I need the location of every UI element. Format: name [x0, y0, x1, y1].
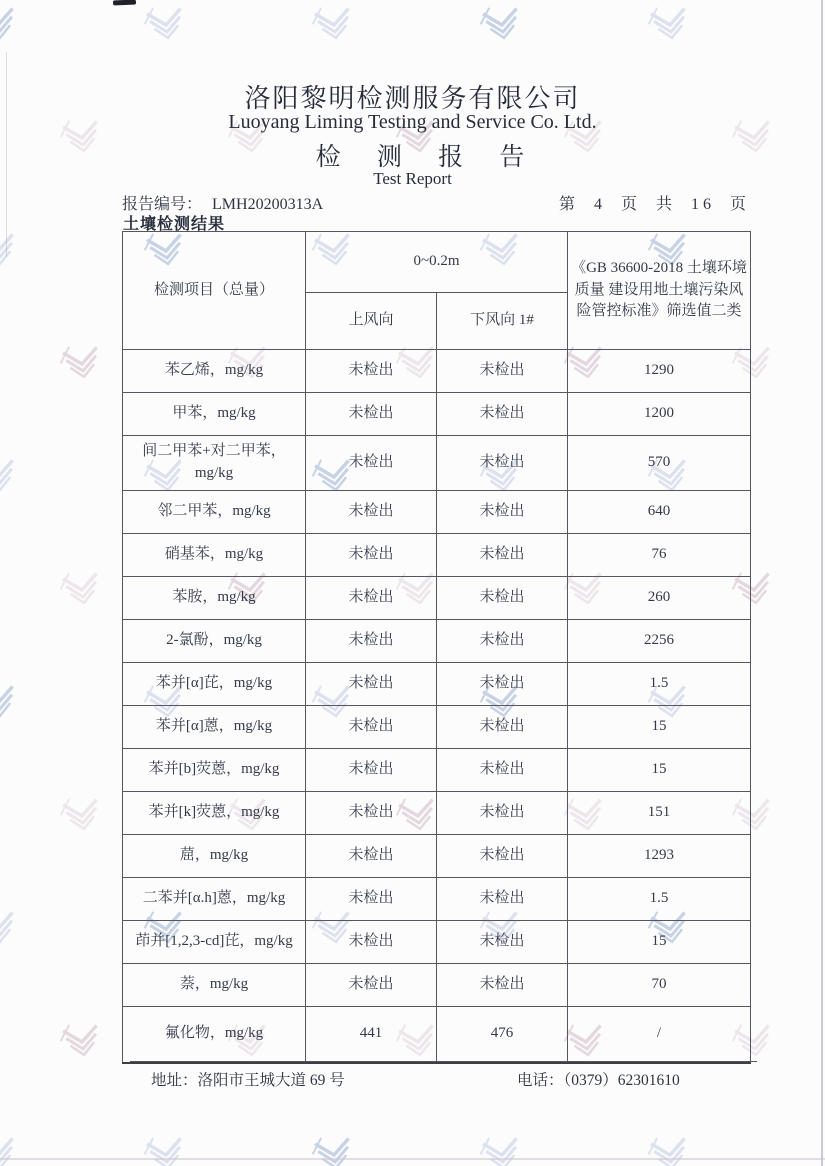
footer-address-label: 地址：	[151, 1072, 198, 1089]
row-upwind-cell: 未检出	[306, 878, 437, 921]
scan-edge-bottom-artifact	[0, 1158, 825, 1160]
table-row	[123, 577, 751, 620]
scan-edge-left-artifact	[6, 52, 7, 257]
row-standard-cell: 570	[568, 436, 751, 491]
row-item-cell: 茚并[1,2,3-cd]芘，mg/kg	[123, 921, 306, 964]
standard-header-cell: 《GB 36600-2018 土壤环境质量 建设用地土壤污染风险管控标准》筛选值二类	[568, 232, 751, 350]
row-upwind-cell: 未检出	[306, 620, 437, 663]
row-item-cell: 苯并[b]荧蒽，mg/kg	[123, 749, 306, 792]
row-downwind-cell: 未检出	[437, 663, 568, 706]
scan-edge-right-artifact	[821, 0, 823, 1166]
company-name-cn: 洛阳黎明检测服务有限公司	[244, 84, 581, 113]
row-standard-cell: 15	[568, 921, 751, 964]
results-body	[123, 350, 751, 1063]
row-upwind-cell: 未检出	[306, 792, 437, 835]
row-item-cell: 甲苯，mg/kg	[123, 393, 306, 436]
footer-address-value: 洛阳市王城大道 69 号	[197, 1072, 345, 1089]
row-item-cell: 苯并[k]荧蒽，mg/kg	[123, 792, 306, 835]
table-row	[123, 921, 751, 964]
row-item-cell: 苯乙烯，mg/kg	[123, 350, 306, 393]
table-row	[123, 749, 751, 792]
row-downwind-cell: 未检出	[437, 706, 568, 749]
row-downwind-cell: 未检出	[437, 792, 568, 835]
row-downwind-cell: 未检出	[437, 835, 568, 878]
row-downwind-cell: 未检出	[437, 350, 568, 393]
row-upwind-cell: 未检出	[306, 663, 437, 706]
row-item-cell: 䓛，mg/kg	[123, 835, 306, 878]
footer-address	[151, 1068, 345, 1090]
depth-header-cell: 0~0.2m	[306, 232, 568, 293]
row-standard-cell: 76	[568, 534, 751, 577]
row-upwind-cell: 未检出	[306, 577, 437, 620]
row-downwind-cell: 未检出	[437, 620, 568, 663]
table-row	[123, 350, 751, 393]
row-item-cell: 氟化物，mg/kg	[123, 1007, 306, 1063]
row-item-cell: 苯胺，mg/kg	[123, 577, 306, 620]
row-downwind-cell: 未检出	[437, 393, 568, 436]
row-downwind-cell: 未检出	[437, 534, 568, 577]
table-row	[123, 491, 751, 534]
footer-phone-label: 电话：	[517, 1072, 564, 1089]
row-item-cell: 2-氯酚，mg/kg	[123, 620, 306, 663]
row-upwind-cell: 未检出	[306, 350, 437, 393]
row-item-cell: 硝基苯，mg/kg	[123, 534, 306, 577]
table-row	[123, 663, 751, 706]
footer-phone-value: （0379）62301610	[563, 1072, 680, 1089]
row-downwind-cell: 未检出	[437, 577, 568, 620]
scan-corner-mark-artifact	[113, 0, 136, 5]
row-item-cell: 间二甲苯+对二甲苯，mg/kg	[123, 436, 306, 491]
results-table	[122, 231, 751, 1064]
downwind-header-cell: 下风向 1#	[437, 293, 568, 350]
row-upwind-cell: 未检出	[306, 835, 437, 878]
row-downwind-cell: 未检出	[437, 878, 568, 921]
table-row	[123, 534, 751, 577]
row-downwind-cell: 未检出	[437, 436, 568, 491]
company-name-en: Luoyang Liming Testing and Service Co. Ltd.	[228, 111, 597, 133]
row-standard-cell: 1.5	[568, 878, 751, 921]
row-item-cell: 萘，mg/kg	[123, 964, 306, 1007]
row-upwind-cell: 未检出	[306, 491, 437, 534]
row-item-cell: 苯并[α]蒽，mg/kg	[123, 706, 306, 749]
table-row	[123, 792, 751, 835]
report-title-cn: 检 测 报 告	[315, 144, 540, 171]
row-upwind-cell: 441	[306, 1007, 437, 1063]
row-standard-cell: 1.5	[568, 663, 751, 706]
table-header-row-1	[123, 232, 751, 293]
row-standard-cell: 1290	[568, 350, 751, 393]
footer-phone	[517, 1068, 680, 1090]
table-row	[123, 964, 751, 1007]
row-standard-cell: 151	[568, 792, 751, 835]
row-standard-cell: 70	[568, 964, 751, 1007]
page-indicator: 第 4 页 共 16 页	[558, 196, 750, 213]
row-upwind-cell: 未检出	[306, 749, 437, 792]
row-item-cell: 苯并[α]芘，mg/kg	[123, 663, 306, 706]
row-downwind-cell: 未检出	[437, 964, 568, 1007]
row-upwind-cell: 未检出	[306, 921, 437, 964]
report-number-value: LMH20200313A	[212, 196, 324, 213]
row-standard-cell: 15	[568, 706, 751, 749]
row-standard-cell: 1293	[568, 835, 751, 878]
row-item-cell: 二苯并[α.h]蒽，mg/kg	[123, 878, 306, 921]
upwind-header-cell: 上风向	[306, 293, 437, 350]
row-standard-cell: 15	[568, 749, 751, 792]
row-upwind-cell: 未检出	[306, 436, 437, 491]
row-upwind-cell: 未检出	[306, 964, 437, 1007]
row-standard-cell: /	[568, 1007, 751, 1063]
table-row	[123, 835, 751, 878]
row-downwind-cell: 未检出	[437, 491, 568, 534]
item-header-cell: 检测项目（总量）	[123, 232, 306, 350]
table-row	[123, 436, 751, 491]
table-row	[123, 1007, 751, 1063]
row-upwind-cell: 未检出	[306, 706, 437, 749]
row-downwind-cell: 未检出	[437, 749, 568, 792]
row-downwind-cell: 未检出	[437, 921, 568, 964]
report-title-en: Test Report	[373, 169, 452, 188]
row-upwind-cell: 未检出	[306, 393, 437, 436]
table-row	[123, 620, 751, 663]
row-standard-cell: 2256	[568, 620, 751, 663]
table-row	[123, 878, 751, 921]
report-number-label: 报告编号：	[122, 196, 203, 213]
footer-divider	[130, 1061, 757, 1062]
table-row	[123, 393, 751, 436]
row-upwind-cell: 未检出	[306, 534, 437, 577]
table-row	[123, 706, 751, 749]
row-standard-cell: 260	[568, 577, 751, 620]
row-standard-cell: 640	[568, 491, 751, 534]
row-downwind-cell: 476	[437, 1007, 568, 1063]
section-title: 土壤检测结果	[123, 216, 226, 233]
row-standard-cell: 1200	[568, 393, 751, 436]
row-item-cell: 邻二甲苯，mg/kg	[123, 491, 306, 534]
